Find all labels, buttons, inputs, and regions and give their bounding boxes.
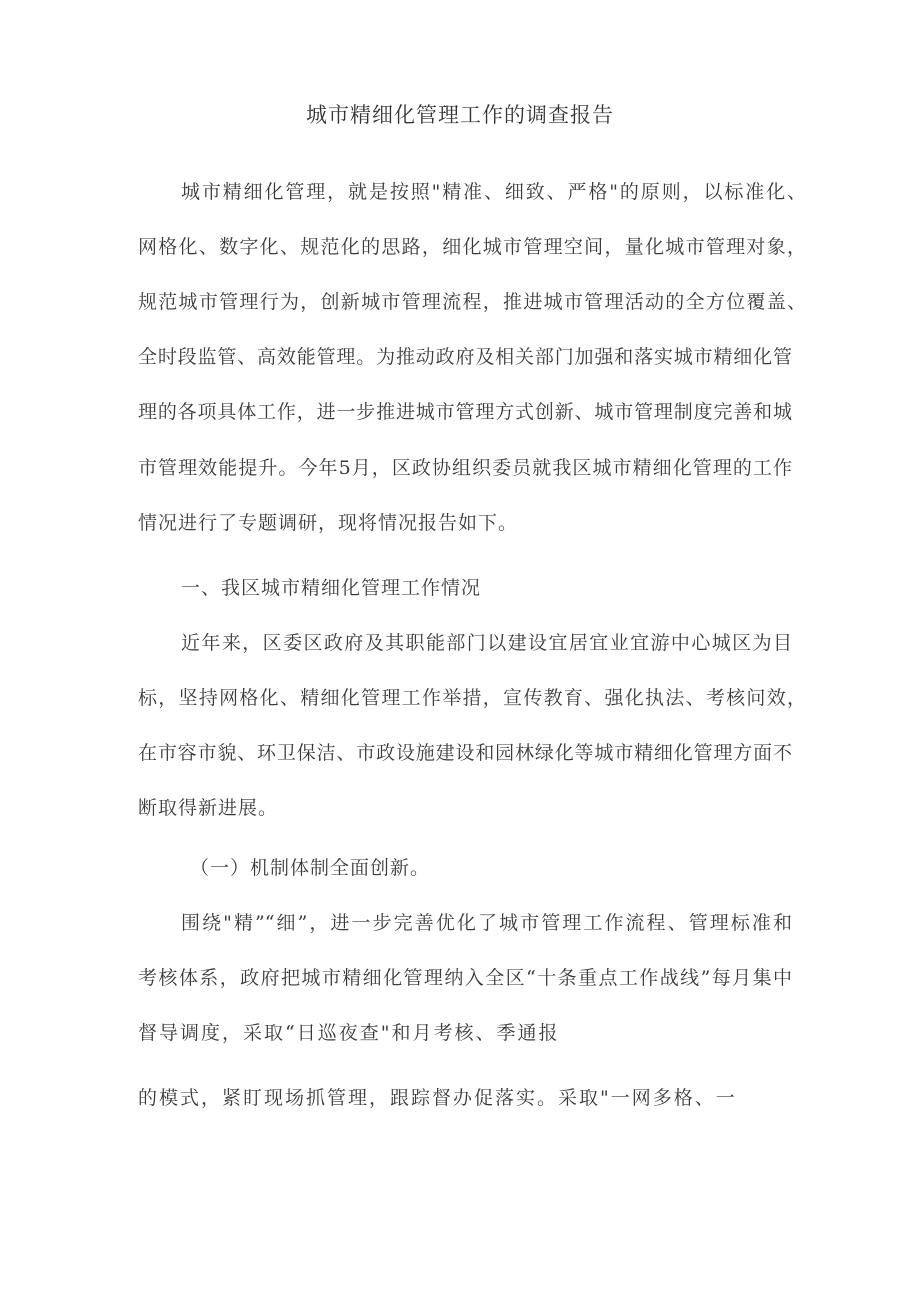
section-heading: 一、我区城市精细化管理工作情况 (181, 577, 482, 599)
text-line: 情况进行了专题调研，现将情况报告如下。 (138, 512, 519, 534)
text-line: 在市容市貌、环卫保洁、市政设施建设和园林绿化等城市精细化管理方面不 (138, 742, 792, 764)
text-line: 理的各项具体工作，进一步推进城市管理方式创新、城市管理制度完善和城 (138, 401, 792, 423)
text-line: 规范城市管理行为，创新城市管理流程，推进城市管理活动的全方位覆盖、 (138, 291, 806, 313)
text-line: 断取得新进展。 (138, 797, 279, 819)
text-line: 近年来，区委区政府及其职能部门以建设宜居宜业宜游中心城区为目 (181, 632, 792, 654)
text-line: 标，坚持网格化、精细化管理工作举措，宣传教育、强化执法、考核问效， (138, 687, 806, 709)
text-line: 网格化、数字化、规范化的思路，细化城市管理空间，量化城市管理对象， (138, 236, 806, 258)
text-line: 围绕"精”“细”，进一步完善优化了城市管理工作流程、管理标准和 (181, 912, 792, 934)
text-line: 城市精细化管理，就是按照"精准、细致、严格"的原则，以标准化、 (181, 181, 806, 203)
document-title: 城市精细化管理工作的调查报告 (306, 103, 614, 127)
text-line: 全时段监管、高效能管理。为推动政府及相关部门加强和落实城市精细化管 (138, 346, 792, 368)
text-line: 的模式，紧盯现场抓管理，跟踪督办促落实。采取"一网多格、一 (138, 1087, 737, 1109)
text-line: 考核体系，政府把城市精细化管理纳入全区“十条重点工作战线”每月集中 (138, 967, 792, 989)
subsection-heading: （一）机制体制全面创新。 (190, 857, 431, 879)
text-line: 督导调度，采取“日巡夜查"和月考核、季通报 (138, 1022, 560, 1044)
text-line: 市管理效能提升。今年5月，区政协组织委员就我区城市精细化管理的工作 (138, 457, 792, 479)
